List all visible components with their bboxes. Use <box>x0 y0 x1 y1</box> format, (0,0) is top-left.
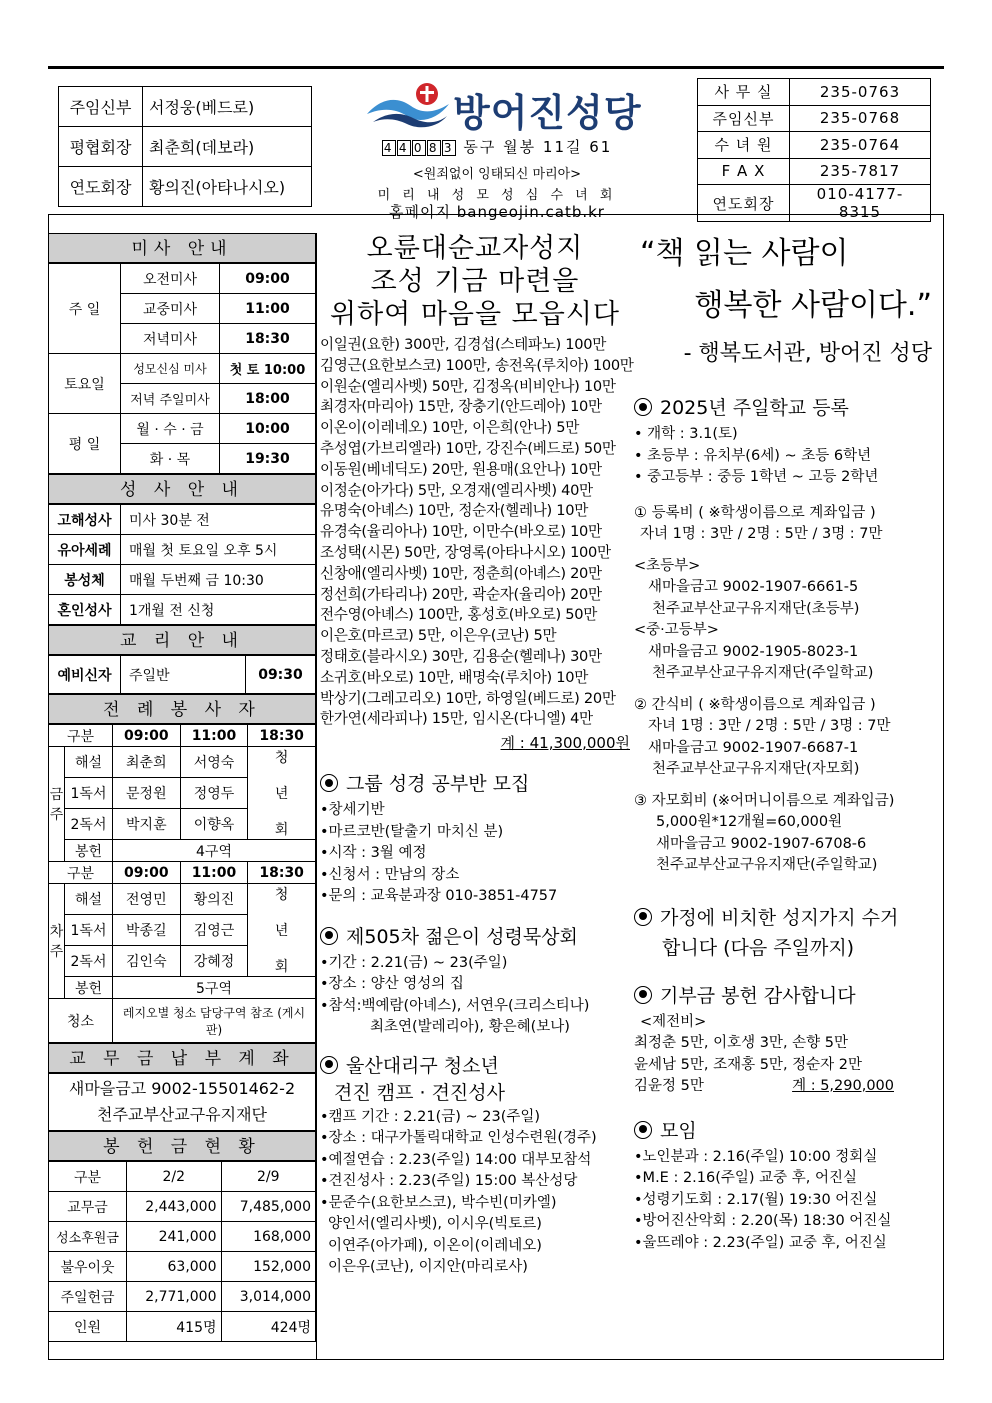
liturgy-role: 봉헌 <box>65 840 113 862</box>
thanks-line: 김윤정 5만 <box>634 1078 704 1094</box>
donor-line: 소귀호(바오로) 10만, 배명숙(루치아) 10만 <box>320 668 589 686</box>
mass-time: 11:00 <box>220 294 316 324</box>
donor-line: 이동원(베네딕도) 20만, 원용매(요안나) 10만 <box>320 460 602 478</box>
offering-table <box>48 1161 316 1342</box>
quote-line: 행복한 사람이다.” <box>694 288 932 323</box>
offering-name: 성소후원금 <box>49 1222 127 1252</box>
liturgy-role: 2독서 <box>65 946 113 977</box>
sacrament-title: 성 사 안 내 <box>48 474 316 504</box>
donor-line: 이은호(마르코) 5만, 이은우(코난) 5만 <box>320 627 557 645</box>
elem-holder: 천주교부산교구유지재단(초등부) <box>652 600 860 617</box>
logo-wave-icon <box>363 80 453 130</box>
server-name: 김영근 <box>180 915 248 946</box>
doctrine-name: 예비신자 <box>49 656 121 694</box>
camp-line: •문준수(요한보스코), 박수빈(미카엘) <box>320 1194 557 1211</box>
server-name: 김인숙 <box>113 946 181 977</box>
donor-line: 박상기(그레고리오) 10만, 하영일(베드로) 20만 <box>320 689 616 707</box>
fee1-title: ① 등록비 ( ※학생이름으로 계좌입금 ) <box>634 504 876 521</box>
donor-line: 전수영(아녜스) 100만, 홍성호(바오로) 50만 <box>320 606 598 624</box>
sacrament-table <box>48 504 316 625</box>
bullet-circle-icon <box>634 1121 652 1139</box>
bible-line: •신청서 : 만남의 장소 <box>320 866 460 883</box>
mass-name: 오전미사 <box>121 264 220 294</box>
server-name: 정영두 <box>180 778 248 809</box>
liturgy-role: 1독서 <box>65 915 113 946</box>
mass-time: 18:00 <box>220 384 316 414</box>
offering-amount: 152,000 <box>221 1252 316 1282</box>
sacrament-name: 고해성사 <box>49 505 121 535</box>
liturgy-role: 1독서 <box>65 778 113 809</box>
left-column <box>48 233 317 1360</box>
offering-amount: 415명 <box>127 1312 222 1342</box>
mass-time: 18:30 <box>220 324 316 354</box>
youth-char: 청 <box>274 887 289 903</box>
offering-amount: 2,443,000 <box>127 1192 222 1222</box>
fee3-holder: 천주교부산교구유지재단(주일학교) <box>656 857 878 873</box>
bullet-circle-icon <box>320 927 338 945</box>
middle-column <box>320 232 634 1279</box>
mass-title: 미사 안내 <box>48 233 316 263</box>
youth-char: 청 <box>274 750 289 766</box>
liturgy-header: 18:30 <box>248 725 316 747</box>
thanks-line: 최정춘 5만, 이호생 3만, 손향 5만 <box>634 1035 849 1051</box>
donor-line: 유명숙(아녜스) 10만, 정순자(헬레나) 10만 <box>320 502 589 520</box>
quote-line: “책 읽는 사람이 <box>640 236 849 271</box>
retreat-line: •참석:백예람(아녜스), 서연우(크리스티나) <box>320 997 590 1014</box>
youth-char: 회 <box>274 959 289 975</box>
liturgy-header: 18:30 <box>248 862 316 884</box>
bible-title-text: 그룹 성경 공부반 모집 <box>346 773 530 796</box>
bullet-circle-icon <box>634 986 652 1004</box>
officer-name: 서정웅(베드로) <box>143 87 312 127</box>
mass-name: 저녁미사 <box>121 324 220 354</box>
officer-name: 최춘희(데보라) <box>143 127 312 167</box>
account-box <box>48 1073 316 1131</box>
camp-line: 이은우(코난), 이지안(마리로사) <box>328 1259 528 1276</box>
fee2-amount: 자녀 1명 : 3만 / 2명 : 5만 / 3명 : 7만 <box>648 718 891 734</box>
offering-header: 2/9 <box>221 1162 316 1192</box>
liturgy-header: 11:00 <box>180 725 248 747</box>
week-label-char: 주 <box>49 807 64 823</box>
youth-char: 년 <box>274 923 289 939</box>
offering-amount: 424명 <box>221 1312 316 1342</box>
offering-amount: 3,014,000 <box>221 1282 316 1312</box>
bible-line: •시작 : 3월 예정 <box>320 845 427 862</box>
bullet-circle-icon <box>634 398 652 416</box>
mass-name: 월 · 수 · 금 <box>121 414 220 444</box>
fee2-title: ② 간식비 ( ※학생이름으로 계좌입금 ) <box>634 696 876 713</box>
mass-name: 성모신심 미사 <box>121 354 220 384</box>
camp-title-text: 견진 캠프 · 견진성사 <box>334 1081 505 1104</box>
thanks-line: 윤세남 5만, 조재홍 5만, 정순자 2만 <box>634 1056 863 1073</box>
meetings-title-text: 모임 <box>660 1119 697 1142</box>
fee3-title: ③ 자모회비 (※어머니이름으로 계좌입금) <box>634 792 895 809</box>
offering-name: 교무금 <box>49 1192 127 1222</box>
donor-line: 이원순(엘리사벳) 50만, 김정옥(비비안나) 10만 <box>320 377 616 395</box>
sacrament-value: 1개월 전 신청 <box>121 595 316 625</box>
officer-name: 황의진(아타나시오) <box>143 167 312 207</box>
bullet-circle-icon <box>320 1056 338 1074</box>
liturgy-role: 청소 <box>49 999 113 1043</box>
liturgy-header: 구분 <box>49 862 113 884</box>
contact-number: 235-0768 <box>790 105 931 132</box>
server-name: 박종길 <box>113 915 181 946</box>
postcode-digit: 4 <box>382 140 396 156</box>
parish-address <box>334 136 660 157</box>
offer-district: 4구역 <box>113 840 316 862</box>
top-rule <box>48 66 944 69</box>
account-number: 새마을금고 9002-15501462-2 <box>68 1079 296 1098</box>
week-label-char: 차 <box>49 924 64 940</box>
contact-label: F A X <box>698 158 790 185</box>
thanks-title-text: 기부금 봉헌 감사합니다 <box>660 984 856 1007</box>
mass-time: 첫 토 10:00 <box>220 354 316 384</box>
meeting-line: •노인분과 : 2.16(주일) 10:00 정회실 <box>634 1148 878 1165</box>
postcode-digit: 0 <box>412 140 426 156</box>
sacrament-value: 매월 첫 토요일 오후 5시 <box>121 535 316 565</box>
doctrine-title: 교 리 안 내 <box>48 625 316 655</box>
camp-line: •장소 : 대구가톨릭대학교 인성수련원(경주) <box>320 1130 597 1147</box>
liturgy-role: 해설 <box>65 747 113 778</box>
school-title <box>634 393 936 420</box>
liturgy-header: 09:00 <box>113 725 181 747</box>
meeting-line: •울뜨레야 : 2.23(주일) 교중 후, 어진실 <box>634 1234 887 1251</box>
account-title: 교 무 금 납 부 계 좌 <box>48 1043 316 1073</box>
sacrament-name: 유아세례 <box>49 535 121 565</box>
bible-title <box>320 769 630 796</box>
youth-label <box>248 884 316 977</box>
thanks-total: 계 : 5,290,000 <box>792 1078 894 1094</box>
fee1-amount: 자녀 1명 : 3만 / 2명 : 5만 / 3명 : 7만 <box>640 526 883 542</box>
postcode-digit: 4 <box>397 140 411 156</box>
server-name: 문정원 <box>113 778 181 809</box>
week-label <box>49 884 65 999</box>
camp-line: 이연주(아가페), 이온이(이레네오) <box>328 1237 542 1254</box>
meeting-line: •M.E : 2.16(주일) 교중 후, 어진실 <box>634 1170 858 1186</box>
fund-headline-line: 위하여 마음을 모읍시다 <box>330 299 620 330</box>
right-column <box>634 232 936 1254</box>
youth-label <box>248 747 316 840</box>
offering-amount: 2,771,000 <box>127 1282 222 1312</box>
elem-account: 새마을금고 9002-1907-6661-5 <box>648 579 859 595</box>
mid-account: 새마을금고 9002-1905-8023-1 <box>648 643 859 660</box>
offering-amount: 63,000 <box>127 1252 222 1282</box>
donor-line: 신창애(엘리사벳) 10만, 정춘희(아녜스) 20만 <box>320 564 602 582</box>
camp-title-text: 울산대리구 청소년 <box>346 1054 499 1077</box>
quote-source: - 행복도서관, 방어진 성당 <box>683 341 932 366</box>
postcode-digit: 8 <box>427 140 441 156</box>
parish-logo <box>363 80 653 135</box>
offering-name: 주일헌금 <box>49 1282 127 1312</box>
sacrament-value: 미사 30분 전 <box>121 505 316 535</box>
officer-role: 연도회장 <box>59 167 143 207</box>
bible-line: •문의 : 교육분과장 010-3851-4757 <box>320 888 558 905</box>
mass-time: 09:00 <box>220 264 316 294</box>
server-name: 최춘희 <box>113 747 181 778</box>
school-line: • 개학 : 3.1(토) <box>634 426 738 442</box>
donor-line: 김영근(요한보스코) 100만, 송전옥(루치아) 100만 <box>320 356 634 374</box>
youth-char: 년 <box>274 786 289 802</box>
sacrament-value: 매월 두번째 금 10:30 <box>121 565 316 595</box>
bullet-circle-icon <box>634 908 652 926</box>
officer-role: 주임신부 <box>59 87 143 127</box>
officers-table <box>58 86 312 207</box>
convent-name: 미 리 내 성 모 성 심 수 녀 회 <box>377 188 617 203</box>
doctrine-table <box>48 655 316 694</box>
homepage-link[interactable]: 홈페이지 bangeojin.catb.kr <box>389 203 605 221</box>
contact-number: 010-4177-8315 <box>790 185 931 222</box>
camp-title <box>320 1053 630 1107</box>
contact-number: 235-0763 <box>790 79 931 106</box>
mass-saturday-label: 토요일 <box>49 354 121 414</box>
contact-label: 연도회장 <box>698 185 790 222</box>
thanks-title <box>634 981 936 1008</box>
bible-line: •창세기반 <box>320 802 385 819</box>
contact-number: 235-7817 <box>790 158 931 185</box>
retreat-line: 최초연(발레리아), 황은혜(보나) <box>370 1019 570 1036</box>
pilgrim-title <box>634 903 936 963</box>
sacrament-name: 봉성체 <box>49 565 121 595</box>
donor-line: 조성택(시몬) 50만, 장영록(아타나시오) 100만 <box>320 543 611 561</box>
fund-total: 계 : 41,300,000원 <box>500 734 630 753</box>
cleaning-note: 레지오별 청소 담당구역 참조 (게시판) <box>113 999 316 1043</box>
offering-name: 불우이웃 <box>49 1252 127 1282</box>
liturgy-role: 해설 <box>65 884 113 915</box>
bullet-circle-icon <box>320 774 338 792</box>
parish-name: 방어진성당 <box>453 91 642 135</box>
mass-sunday-label: 주 일 <box>49 264 121 354</box>
fund-headline <box>320 232 630 331</box>
fund-headline-line: 조성 기금 마련을 <box>370 266 580 297</box>
contacts-table <box>697 78 931 222</box>
liturgy-table <box>48 724 316 1043</box>
mass-weekday-label: 평 일 <box>49 414 121 474</box>
retreat-line: •기간 : 2.21(금) ~ 23(주일) <box>320 954 508 971</box>
school-title-text: 2025년 주일학교 등록 <box>660 397 849 419</box>
thanks-last-row <box>634 1076 936 1098</box>
mass-time: 10:00 <box>220 414 316 444</box>
offering-amount: 241,000 <box>127 1222 222 1252</box>
liturgy-header: 09:00 <box>113 862 181 884</box>
fee3-amount: 5,000원*12개월=60,000원 <box>656 814 843 830</box>
meeting-line: •방어진산악회 : 2.20(목) 18:30 어진실 <box>634 1213 892 1229</box>
donor-line: 정선희(가타리나) 20만, 곽순자(율리아) 20만 <box>320 585 602 603</box>
week-label-char: 금 <box>49 787 64 803</box>
server-name: 이향옥 <box>180 809 248 840</box>
camp-line: 양인서(엘리사벳), 이시우(빅토르) <box>328 1216 542 1233</box>
address-text: 동구 월봉 11길 61 <box>463 138 613 156</box>
donor-line: 한가연(세라피나) 15만, 임시온(다니엘) 4만 <box>320 710 593 728</box>
offering-title: 봉 헌 금 현 황 <box>48 1131 316 1161</box>
mid-label: <중·고등부> <box>634 622 719 638</box>
meetings-title <box>634 1116 936 1143</box>
donor-line: 유경숙(율리아나) 10만, 이만수(바오로) 10만 <box>320 523 602 541</box>
offering-header: 구분 <box>49 1162 127 1192</box>
thanks-label: <제전비> <box>640 1013 707 1030</box>
offering-amount: 168,000 <box>221 1222 316 1252</box>
fee2-account: 새마을금고 9002-1907-6687-1 <box>648 739 859 756</box>
donor-line: 이정순(아가다) 5만, 오경재(엘리사벳) 40만 <box>320 481 593 499</box>
fee2-holder: 천주교부산교구유지재단(자모회) <box>652 761 860 777</box>
server-name: 전영민 <box>113 884 181 915</box>
server-name: 서영숙 <box>180 747 248 778</box>
school-line: • 중고등부 : 중등 1학년 ~ 고등 2학년 <box>634 469 879 485</box>
camp-line: •견진성사 : 2.23(주일) 15:00 복산성당 <box>320 1173 578 1190</box>
retreat-title-text: 제505차 젊은이 성령묵상회 <box>346 925 578 948</box>
liturgy-title: 전 례 봉 사 자 <box>48 694 316 724</box>
parish-motto: <원죄없이 잉태되신 마리아> <box>412 167 582 182</box>
elem-label: <초등부> <box>634 557 701 574</box>
meeting-line: •성령기도회 : 2.17(월) 19:30 어진실 <box>634 1191 878 1208</box>
liturgy-header: 11:00 <box>180 862 248 884</box>
camp-line: •예절연습 : 2.23(주일) 14:00 대부모참석 <box>320 1151 592 1168</box>
postcode-digit: 3 <box>442 140 456 156</box>
youth-char: 회 <box>274 822 289 838</box>
account-holder: 천주교부산교구유지재단 <box>96 1105 268 1124</box>
pilgrim-title-text: 합니다 (다음 주일까지) <box>662 936 855 959</box>
retreat-line: •장소 : 양산 영성의 집 <box>320 976 464 993</box>
pilgrim-title-text: 가정에 비치한 성지가지 수거 <box>660 906 899 929</box>
donor-line: 이일권(요한) 300만, 김경섭(스테파노) 100만 <box>320 336 607 353</box>
offer-district: 5구역 <box>113 977 316 999</box>
contact-label: 수 녀 원 <box>698 132 790 159</box>
week-label-char: 주 <box>49 944 64 960</box>
doctrine-time: 09:30 <box>246 656 316 694</box>
liturgy-role: 봉헌 <box>65 977 113 999</box>
liturgy-header: 구분 <box>49 725 113 747</box>
offering-name: 인원 <box>49 1312 127 1342</box>
school-line: • 초등부 : 유치부(6세) ~ 초등 6학년 <box>634 447 872 464</box>
mass-table <box>48 263 316 474</box>
officer-role: 평협회장 <box>59 127 143 167</box>
sacrament-name: 혼인성사 <box>49 595 121 625</box>
mass-name: 교중미사 <box>121 294 220 324</box>
mass-time: 19:30 <box>220 444 316 474</box>
offering-amount: 7,485,000 <box>221 1192 316 1222</box>
donor-list <box>320 335 634 730</box>
donor-line: 최경자(마리아) 15만, 장충기(안드레아) 10만 <box>320 398 602 416</box>
donor-line: 추성엽(가브리엘라) 10만, 강진수(베드로) 50만 <box>320 439 616 457</box>
contact-label: 주임신부 <box>698 105 790 132</box>
mass-name: 화 · 목 <box>121 444 220 474</box>
server-name: 황의진 <box>180 884 248 915</box>
donor-line: 이온이(이레네오) 10만, 이은희(안나) 5만 <box>320 419 580 437</box>
contact-number: 235-0764 <box>790 132 931 159</box>
bible-line: •마르코반(탈출기 마치신 분) <box>320 823 504 840</box>
donor-line: 정태호(블라시오) 30만, 김용순(헬레나) 30만 <box>320 647 602 665</box>
contact-label: 사 무 실 <box>698 79 790 106</box>
week-label <box>49 747 65 862</box>
mid-holder: 천주교부산교구유지재단(주일학교) <box>652 665 874 681</box>
retreat-title <box>320 922 630 949</box>
server-name: 박지훈 <box>113 809 181 840</box>
doctrine-class: 주일반 <box>121 656 246 694</box>
liturgy-role: 2독서 <box>65 809 113 840</box>
camp-line: •캠프 기간 : 2.21(금) ~ 23(주일) <box>320 1108 541 1125</box>
fee3-account: 새마을금고 9002-1907-6708-6 <box>656 835 867 852</box>
fund-headline-line: 오륜대순교자성지 <box>366 233 584 264</box>
server-name: 강혜정 <box>180 946 248 977</box>
mass-name: 저녁 주일미사 <box>121 384 220 414</box>
offering-header: 2/2 <box>127 1162 222 1192</box>
